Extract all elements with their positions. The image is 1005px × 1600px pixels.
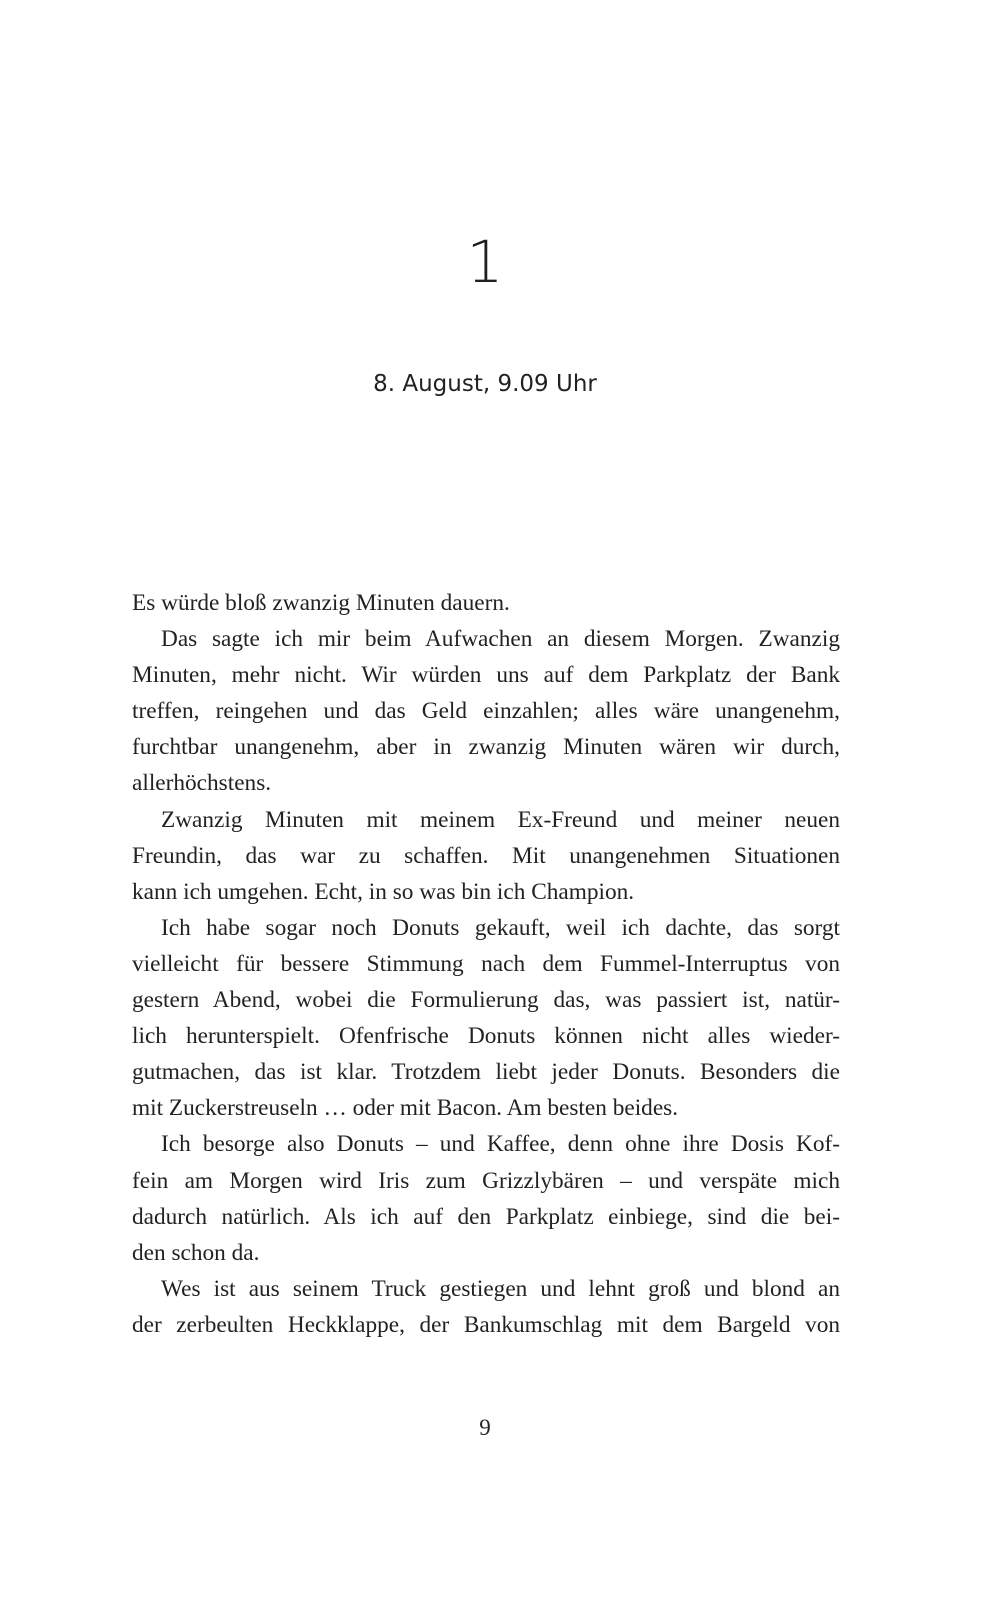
text-line: den schon da. [132, 1239, 260, 1266]
text-line: Zwanzig Minuten mit meinem Ex-Freund und meiner neuen [161, 806, 840, 833]
text-line: Es würde bloß zwanzig Minuten dauern. [132, 590, 510, 616]
text-line: Wes ist aus seinem Truck gestiegen und lehnt groß und blond an [161, 1275, 840, 1302]
text-line: furchtbar unangenehm, aber in zwanzig Minuten wären wir durch, [132, 734, 840, 761]
text-line: Das sagte ich mir beim Aufwachen an diesem Morgen. Zwanzig [161, 626, 840, 653]
text-line: vielleicht für bessere Stimmung nach dem Fummel-Interruptus von [132, 950, 840, 977]
text-line: der zerbeulten Heckklappe, der Bankumschlag mit dem Bargeld von [132, 1311, 840, 1338]
text-line: Ich besorge also Donuts – und Kaffee, denn ohne ihre Dosis Kof- [161, 1131, 840, 1158]
text-line: allerhöchstens. [132, 770, 272, 797]
text-line: treffen, reingehen und das Geld einzahlen; alles wäre unangenehm, [132, 698, 840, 725]
text-line: kann ich umgehen. Echt, in so was bin ich Champion. [132, 878, 635, 905]
text-line: dadurch natürlich. Als ich auf den Parkplatz einbiege, sind die bei- [132, 1203, 840, 1230]
chapter-date: 8. August, 9.09 Uhr [373, 371, 597, 397]
text-line: lich herunterspielt. Ofenfrische Donuts können nicht alles wieder- [132, 1023, 840, 1050]
page-number: 9 [479, 1415, 491, 1440]
text-line: Freundin, das war zu schaffen. Mit unangenehmen Situationen [132, 842, 840, 869]
chapter-number: 1 [466, 228, 504, 296]
text-line: gutmachen, das ist klar. Trotzdem liebt jeder Donuts. Besonders die [132, 1059, 840, 1086]
text-line: mit Zuckerstreuseln … oder mit Bacon. Am besten beides. [132, 1095, 679, 1122]
text-line: gestern Abend, wobei die Formulierung das, was passiert ist, natür- [132, 987, 840, 1014]
text-line: fein am Morgen wird Iris zum Grizzlybären – und verspäte mich [132, 1167, 840, 1194]
text-line: Ich habe sogar noch Donuts gekauft, weil ich dachte, das sorgt [161, 914, 840, 941]
text-line: Minuten, mehr nicht. Wir würden uns auf dem Parkplatz der Bank [132, 662, 840, 689]
body-text [132, 585, 840, 1343]
